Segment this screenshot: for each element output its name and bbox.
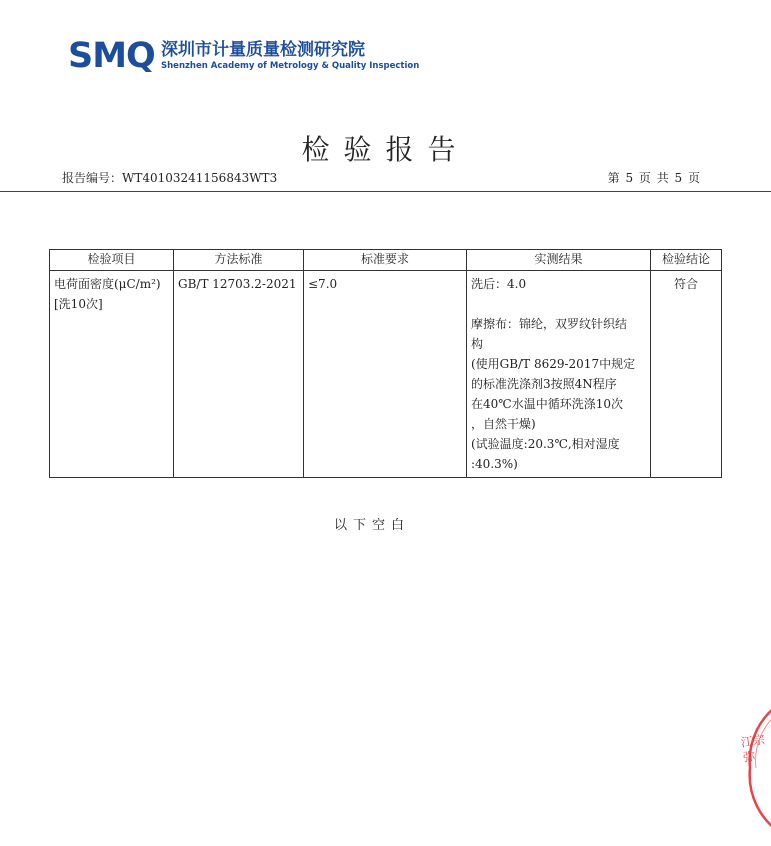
result-note: ，自然干燥) [471, 417, 536, 431]
page-info: 第 5 页 共 5 页 [607, 171, 701, 185]
item-condition: [洗10次] [54, 297, 103, 311]
cell-requirement: ≤7.0 [304, 271, 467, 478]
result-spacer [471, 294, 646, 314]
cell-result [467, 271, 651, 478]
document-title: 检验报告 [301, 133, 470, 166]
result-note: 的标准洗涤剂3按照4N程序 [471, 377, 617, 391]
cell-method: GB/T 12703.2-2021 [174, 271, 304, 478]
result-note: :40.3%) [471, 457, 518, 471]
header-conclusion: 检验结论 [651, 250, 722, 271]
end-of-report-note: 以下空白 [334, 518, 411, 533]
org-name-cn: 深圳市计量质量检测研究院 [161, 40, 365, 60]
result-value: 洗后：4.0 [471, 277, 527, 291]
cell-conclusion: 符合 [651, 271, 722, 478]
seal-ring-icon [742, 700, 771, 840]
result-note: 在40℃水温中循环洗涤10次 [471, 397, 623, 411]
official-seal [742, 700, 771, 840]
report-number: 报告编号：WT40103241156843WT3 [62, 171, 278, 185]
cell-inspection-item [50, 271, 174, 478]
table-row [50, 271, 722, 478]
logo-mark: SMQ [68, 36, 155, 76]
result-note: (试验温度:20.3℃,相对湿度 [471, 437, 620, 451]
header-measured-result: 实测结果 [467, 250, 651, 271]
table-header-row [50, 250, 722, 271]
result-note: 构 [471, 337, 484, 351]
item-name: 电荷面密度(μC/m²) [54, 277, 161, 291]
inspection-table [49, 249, 722, 478]
org-name-en: Shenzhen Academy of Metrology & Quality Inspection [161, 61, 420, 71]
header-inspection-item: 检验项目 [50, 250, 174, 271]
header-method-standard: 方法标准 [174, 250, 304, 271]
header-requirement: 标准要求 [304, 250, 467, 271]
result-note: (使用GB/T 8629-2017中规定 [471, 357, 636, 371]
seal-text: 江宗弥 [740, 732, 766, 765]
result-note: 摩擦布：锦纶，双罗纹针织结 [471, 317, 628, 331]
header-divider [0, 191, 771, 192]
